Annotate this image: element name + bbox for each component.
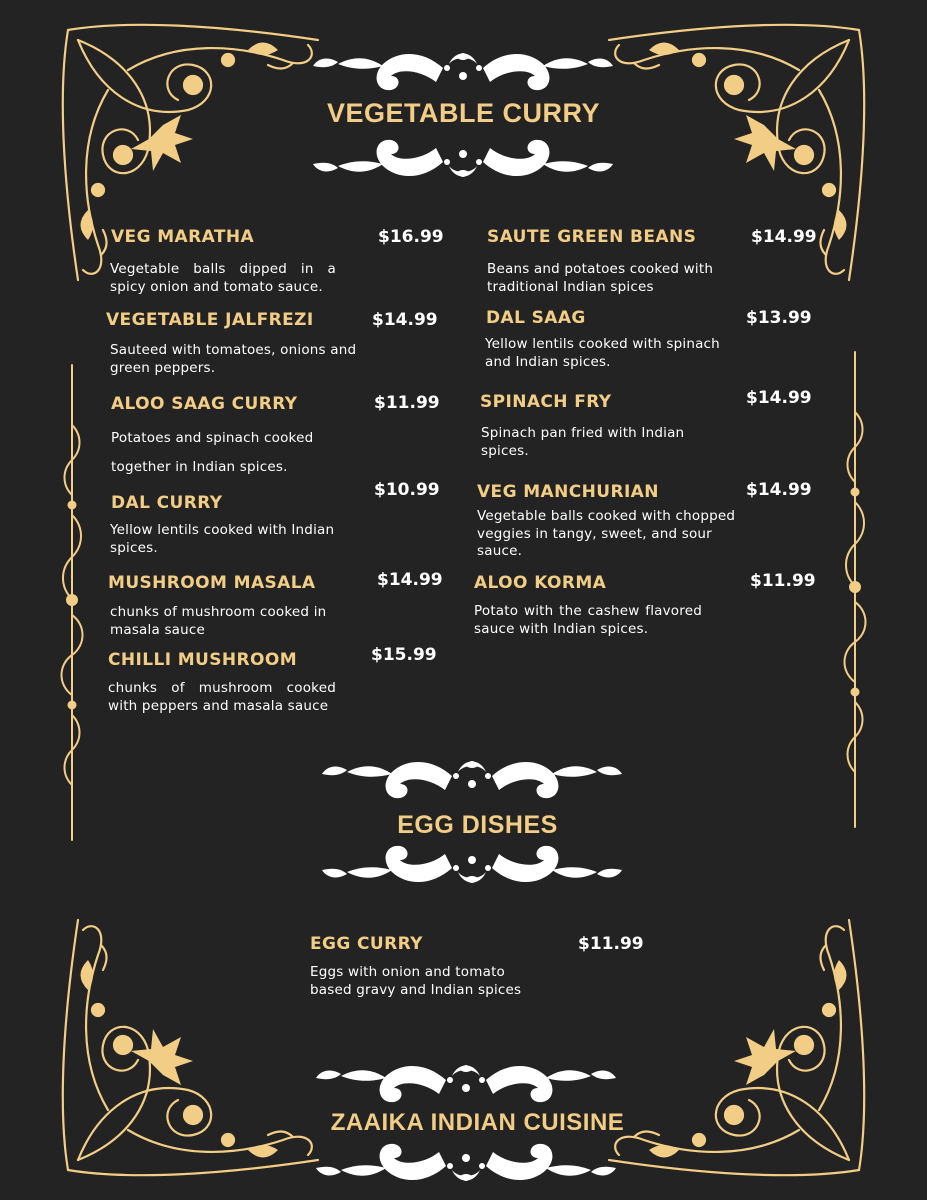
section-title-egg-dishes: EGG DISHES [397,811,558,839]
menu-item-price: $13.99 [746,308,812,328]
menu-item-description: Yellow lentils cooked with spinach and Indian spices. [485,336,720,370]
menu-item-price: $14.99 [377,570,443,590]
menu-item-description: Vegetable balls dipped in a spicy onion and tomato sauce. [110,261,336,295]
menu-item-description: Yellow lentils cooked with Indian spices. [110,522,335,556]
menu-item-price: $14.99 [751,227,817,247]
menu-item-name: SPINACH FRY [480,392,612,412]
menu-item-description: Spinach pan fried with Indian spices. [481,425,685,459]
menu-item-name: DAL CURRY [111,493,223,513]
menu-item-price: $11.99 [750,571,816,591]
menu-item-price: $14.99 [372,310,438,330]
menu-item-price: $14.99 [746,480,812,500]
menu-item-price: $15.99 [371,645,437,665]
menu-item-price: $11.99 [374,393,440,413]
menu-item-description: chunks of mushroom cooked with peppers and masala sauce [108,680,336,714]
menu-item-name: VEG MARATHA [111,227,255,247]
menu-item-name: MUSHROOM MASALA [108,573,316,593]
menu-item-description: Beans and potatoes cooked with traditional Indian spices [487,261,714,295]
menu-item-price: $11.99 [578,934,644,954]
menu-item-name: ALOO SAAG CURRY [111,394,298,414]
menu-item-name: ALOO KORMA [474,573,607,593]
menu-item-name: VEG MANCHURIAN [477,482,659,502]
menu-item-description: Potatoes and spinach cooked [111,430,314,446]
menu-item-description: chunks of mushroom cooked in masala sauce [110,604,327,638]
menu-item-name: EGG CURRY [310,934,423,954]
menu-item-description: Vegetable balls cooked with chopped veggies in tangy, sweet, and sour sauce. [477,508,736,559]
menu-item-name: SAUTE GREEN BEANS [487,227,697,247]
menu-item-name: CHILLI MUSHROOM [108,650,298,670]
menu-item-description: Sauteed with tomatoes, onions and green peppers. [110,342,357,376]
menu-item-name: DAL SAAG [486,308,586,328]
menu-item-description: Potato with the cashew flavored sauce with Indian spices. [474,603,702,637]
restaurant-name: ZAAIKA INDIAN CUISINE [330,1109,625,1136]
section-title-vegetable-curry: VEGETABLE CURRY [326,98,601,128]
menu-item-price: $14.99 [746,388,812,408]
menu-item-price: $10.99 [374,480,440,500]
menu-item-description: Eggs with onion and tomato based gravy and Indian spices [310,964,522,998]
menu-item-price: $16.99 [378,227,444,247]
menu-item-name: VEGETABLE JALFREZI [106,310,314,330]
menu-item-description: together in Indian spices. [111,459,288,475]
